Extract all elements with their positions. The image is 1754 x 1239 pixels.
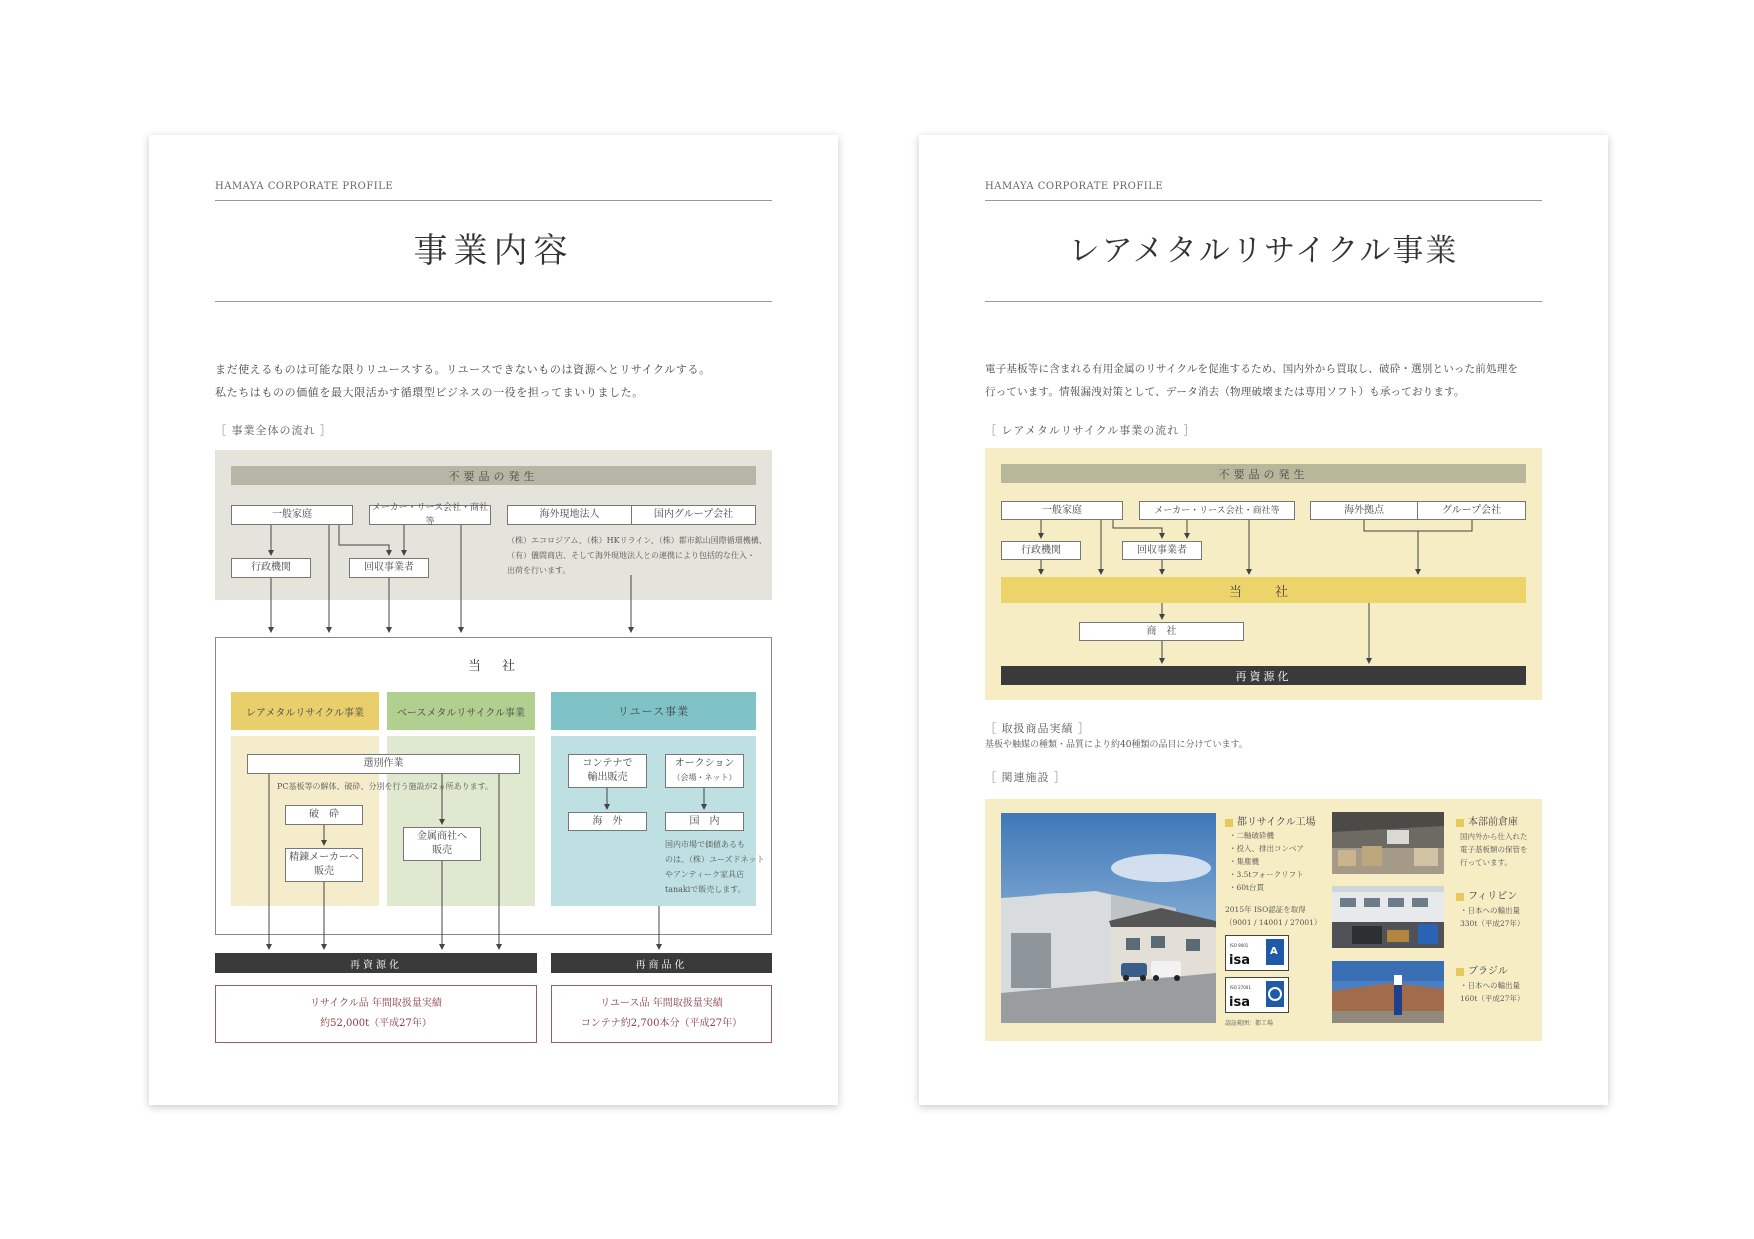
sorting-box: 選別作業 (247, 754, 520, 774)
origin-band: 不要品の発生 (231, 466, 756, 485)
domestic-box: 国 内 (665, 812, 744, 831)
container-export-box: コンテナで 輸出販売 (568, 754, 647, 788)
section-label-flow: ［ 事業全体の流れ ］ (215, 424, 332, 437)
recycle-bar: 再資源化 (1001, 666, 1526, 685)
iso-cert-logo-1 (1225, 935, 1289, 971)
page-header: HAMAYA CORPORATE PROFILE (215, 181, 394, 192)
page-title: レアメタルリサイクル事業 (1068, 233, 1459, 269)
metal-trader-box: 金属商社へ 販売 (403, 827, 481, 861)
svg-text:ISO 27001: ISO 27001 (1230, 985, 1251, 990)
source-maker: メーカー・リース会社・商社等 (1139, 501, 1295, 520)
warehouse-photo (1332, 812, 1444, 874)
factory-equipment: ・二軸破砕機 ・投入、排出コンベア ・集塵機 ・3.5tフォークリフト ・60t台貫 (1229, 831, 1304, 892)
source-government: 行政機関 (231, 558, 311, 578)
philippines-photo (1332, 886, 1444, 948)
philippines-text: ・日本への輸出量 330t（平成27年） (1460, 906, 1525, 928)
products-text: 基板や触媒の種類・品質により約40種類の品目に分けています。 (985, 740, 1248, 750)
cert-caption: 認証範囲：都工場 (1225, 1020, 1274, 1027)
intro-line-2: 私たちはものの価値を最大限活かす循環型ビジネスの一役を担ってまいりました。 (215, 386, 644, 399)
recycle-bar: 再資源化 (215, 953, 537, 973)
trader-box: 商 社 (1079, 622, 1244, 641)
abroad-box: 海 外 (568, 812, 647, 831)
origin-band: 不要品の発生 (1001, 464, 1526, 483)
refine-box: 精錬メーカーへ 販売 (285, 848, 363, 882)
svg-text:isa: isa (1229, 995, 1250, 1010)
iso-cert-logo-2 (1225, 977, 1289, 1013)
svg-text:A: A (1270, 946, 1278, 957)
brazil-title: ブラジル (1456, 962, 1508, 977)
philippines-marker-icon (1456, 893, 1464, 901)
partner-note: （株）エコロジアム、（株）HKリライン、（株）都市鉱山国際循環機構、 （有）儀間商店、そして海外現地法人との連携により包括的な仕入・ 出荷を行います。 (507, 536, 767, 575)
section-label-flow: ［ レアメタルリサイクル事業の流れ ］ (985, 424, 1196, 437)
source-government: 行政機関 (1001, 541, 1081, 560)
division-rare-metal: レアメタルリサイクル事業 (231, 692, 379, 730)
intro-line-1: まだ使えるものは可能な限りリユースする。リユースできないものは資源へとリサイクルする。 (215, 363, 711, 376)
source-household: 一般家庭 (231, 505, 353, 525)
svg-text:isa: isa (1229, 953, 1250, 968)
company-band: 当 社 (1001, 577, 1526, 603)
warehouse-text: 国内外から仕入れた 電子基板類の保管を 行っています。 (1460, 832, 1528, 867)
reuse-result: リユース品 年間取扱量実績 コンテナ約2,700本分（平成27年） (551, 985, 772, 1043)
iso-text: 2015年 ISO認証を取得 （9001 / 14001 / 27001） (1225, 905, 1322, 927)
warehouse-marker-icon (1456, 819, 1464, 827)
domestic-note: 国内市場で価値あるも のは、（株）ユーズドネット やアンティーク家具店 tanakiで販売します。 (665, 840, 765, 894)
page-title: 事業内容 (413, 231, 574, 271)
recycle-result: リサイクル品 年間取扱量実績 約52,000t（平成27年） (215, 985, 537, 1043)
page-header: HAMAYA CORPORATE PROFILE (985, 181, 1164, 192)
section-label-facilities: ［ 関連施設 ］ (985, 771, 1066, 784)
crush-box: 破 砕 (285, 805, 363, 825)
flow-arrows (149, 135, 838, 1105)
page-business-overview (149, 135, 838, 1105)
factory-marker-icon (1225, 819, 1233, 827)
svg-text:ISO 9001: ISO 9001 (1230, 943, 1249, 948)
source-overseas: 海外現地法人 (507, 505, 632, 525)
source-collector: 回収事業者 (349, 558, 429, 578)
factory-photo (1001, 813, 1216, 1023)
sorting-note: PC基板等の解体、破砕、分別を行う施設が2ヵ所あります。 (277, 782, 493, 791)
division-base-metal: ベースメタルリサイクル事業 (387, 692, 535, 730)
company-label: 当 社 (467, 659, 519, 674)
factory-title: 都リサイクル工場 (1225, 813, 1316, 828)
intro-line-1: 電子基板等に含まれる有用金属のリサイクルを促進するため、国内外から買取し、破砕・選別といった前処理を (985, 363, 1519, 375)
source-group: 国内グループ会社 (631, 505, 756, 525)
source-group: グループ会社 (1417, 501, 1526, 520)
brazil-marker-icon (1456, 968, 1464, 976)
source-overseas-base: 海外拠点 (1310, 501, 1418, 520)
brazil-text: ・日本への輸出量 160t（平成27年） (1460, 981, 1525, 1003)
philippines-title: フィリピン (1456, 887, 1517, 902)
source-collector: 回収事業者 (1122, 541, 1202, 560)
section-label-products: ［ 取扱商品実績 ］ (985, 722, 1090, 735)
warehouse-title: 本部前倉庫 (1456, 813, 1518, 828)
reproduct-bar: 再商品化 (551, 953, 772, 973)
intro-line-2: 行っています。情報漏洩対策として、データ消去（物理破壊または専用ソフト）も承っております。 (985, 386, 1465, 398)
source-household: 一般家庭 (1001, 501, 1123, 520)
auction-box: オークション （会場・ネット） (665, 754, 744, 788)
page-rare-metal-recycling (919, 135, 1608, 1105)
brazil-photo (1332, 961, 1444, 1023)
source-maker: メーカー・リース会社・商社等 (369, 505, 491, 525)
division-reuse: リユース事業 (551, 692, 756, 730)
